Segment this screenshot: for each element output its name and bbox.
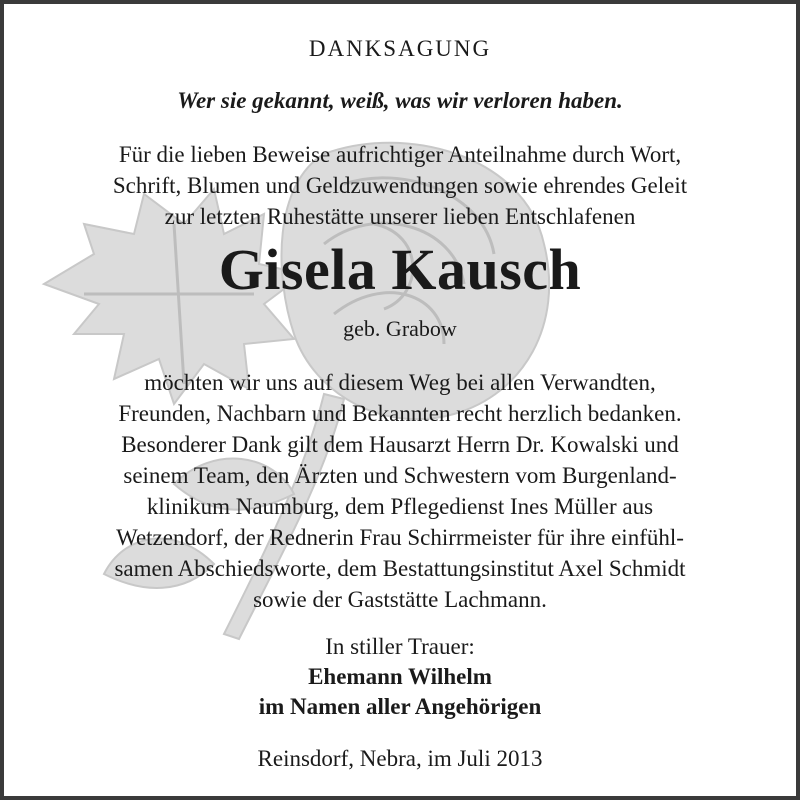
thanks-line: samen Abschiedsworte, dem Bestattungsinstitut Axel Schmidt bbox=[114, 556, 686, 581]
thanks-line: möchten wir uns auf diesem Weg bei allen Verwandten, bbox=[144, 370, 656, 395]
mourning-intro: In stiller Trauer: bbox=[325, 634, 475, 659]
notice-heading: DANKSAGUNG bbox=[308, 36, 492, 61]
notice-thanks bbox=[4, 367, 796, 615]
intro-line: Schrift, Blumen und Geldzuwendungen sowie ehrendes Geleit bbox=[112, 173, 688, 198]
thanks-line: seinem Team, den Ärzten und Schwestern vom Burgenland- bbox=[123, 463, 677, 488]
thanks-line: Freunden, Nachbarn und Bekannten recht herzlich bedanken. bbox=[118, 401, 682, 426]
intro-line: Für die lieben Beweise aufrichtiger Anteilnahme durch Wort, bbox=[118, 142, 682, 167]
signatory: Ehemann Wilhelm bbox=[308, 664, 492, 689]
signatory-family: im Namen aller Angehörigen bbox=[258, 694, 542, 719]
thanks-line: klinikum Naumburg, dem Pflegedienst Ines Müller aus bbox=[146, 494, 654, 519]
deceased-name: Gisela Kausch bbox=[218, 237, 582, 302]
notice-intro bbox=[4, 139, 796, 232]
notice-motto: Wer sie gekannt, weiß, was wir verloren haben. bbox=[177, 88, 623, 113]
intro-line: zur letzten Ruhestätte unserer lieben Entschlafenen bbox=[164, 204, 636, 229]
place-date: Reinsdorf, Nebra, im Juli 2013 bbox=[257, 746, 543, 771]
mourning-block bbox=[4, 632, 796, 722]
birth-name: geb. Grabow bbox=[343, 316, 457, 341]
thanks-line: Besonderer Dank gilt dem Hausarzt Herrn Dr. Kowalski und bbox=[121, 432, 679, 457]
thanks-line: Wetzendorf, der Rednerin Frau Schirrmeister für ihre einfühl- bbox=[116, 525, 684, 550]
thanks-line: sowie der Gaststätte Lachmann. bbox=[253, 587, 547, 612]
